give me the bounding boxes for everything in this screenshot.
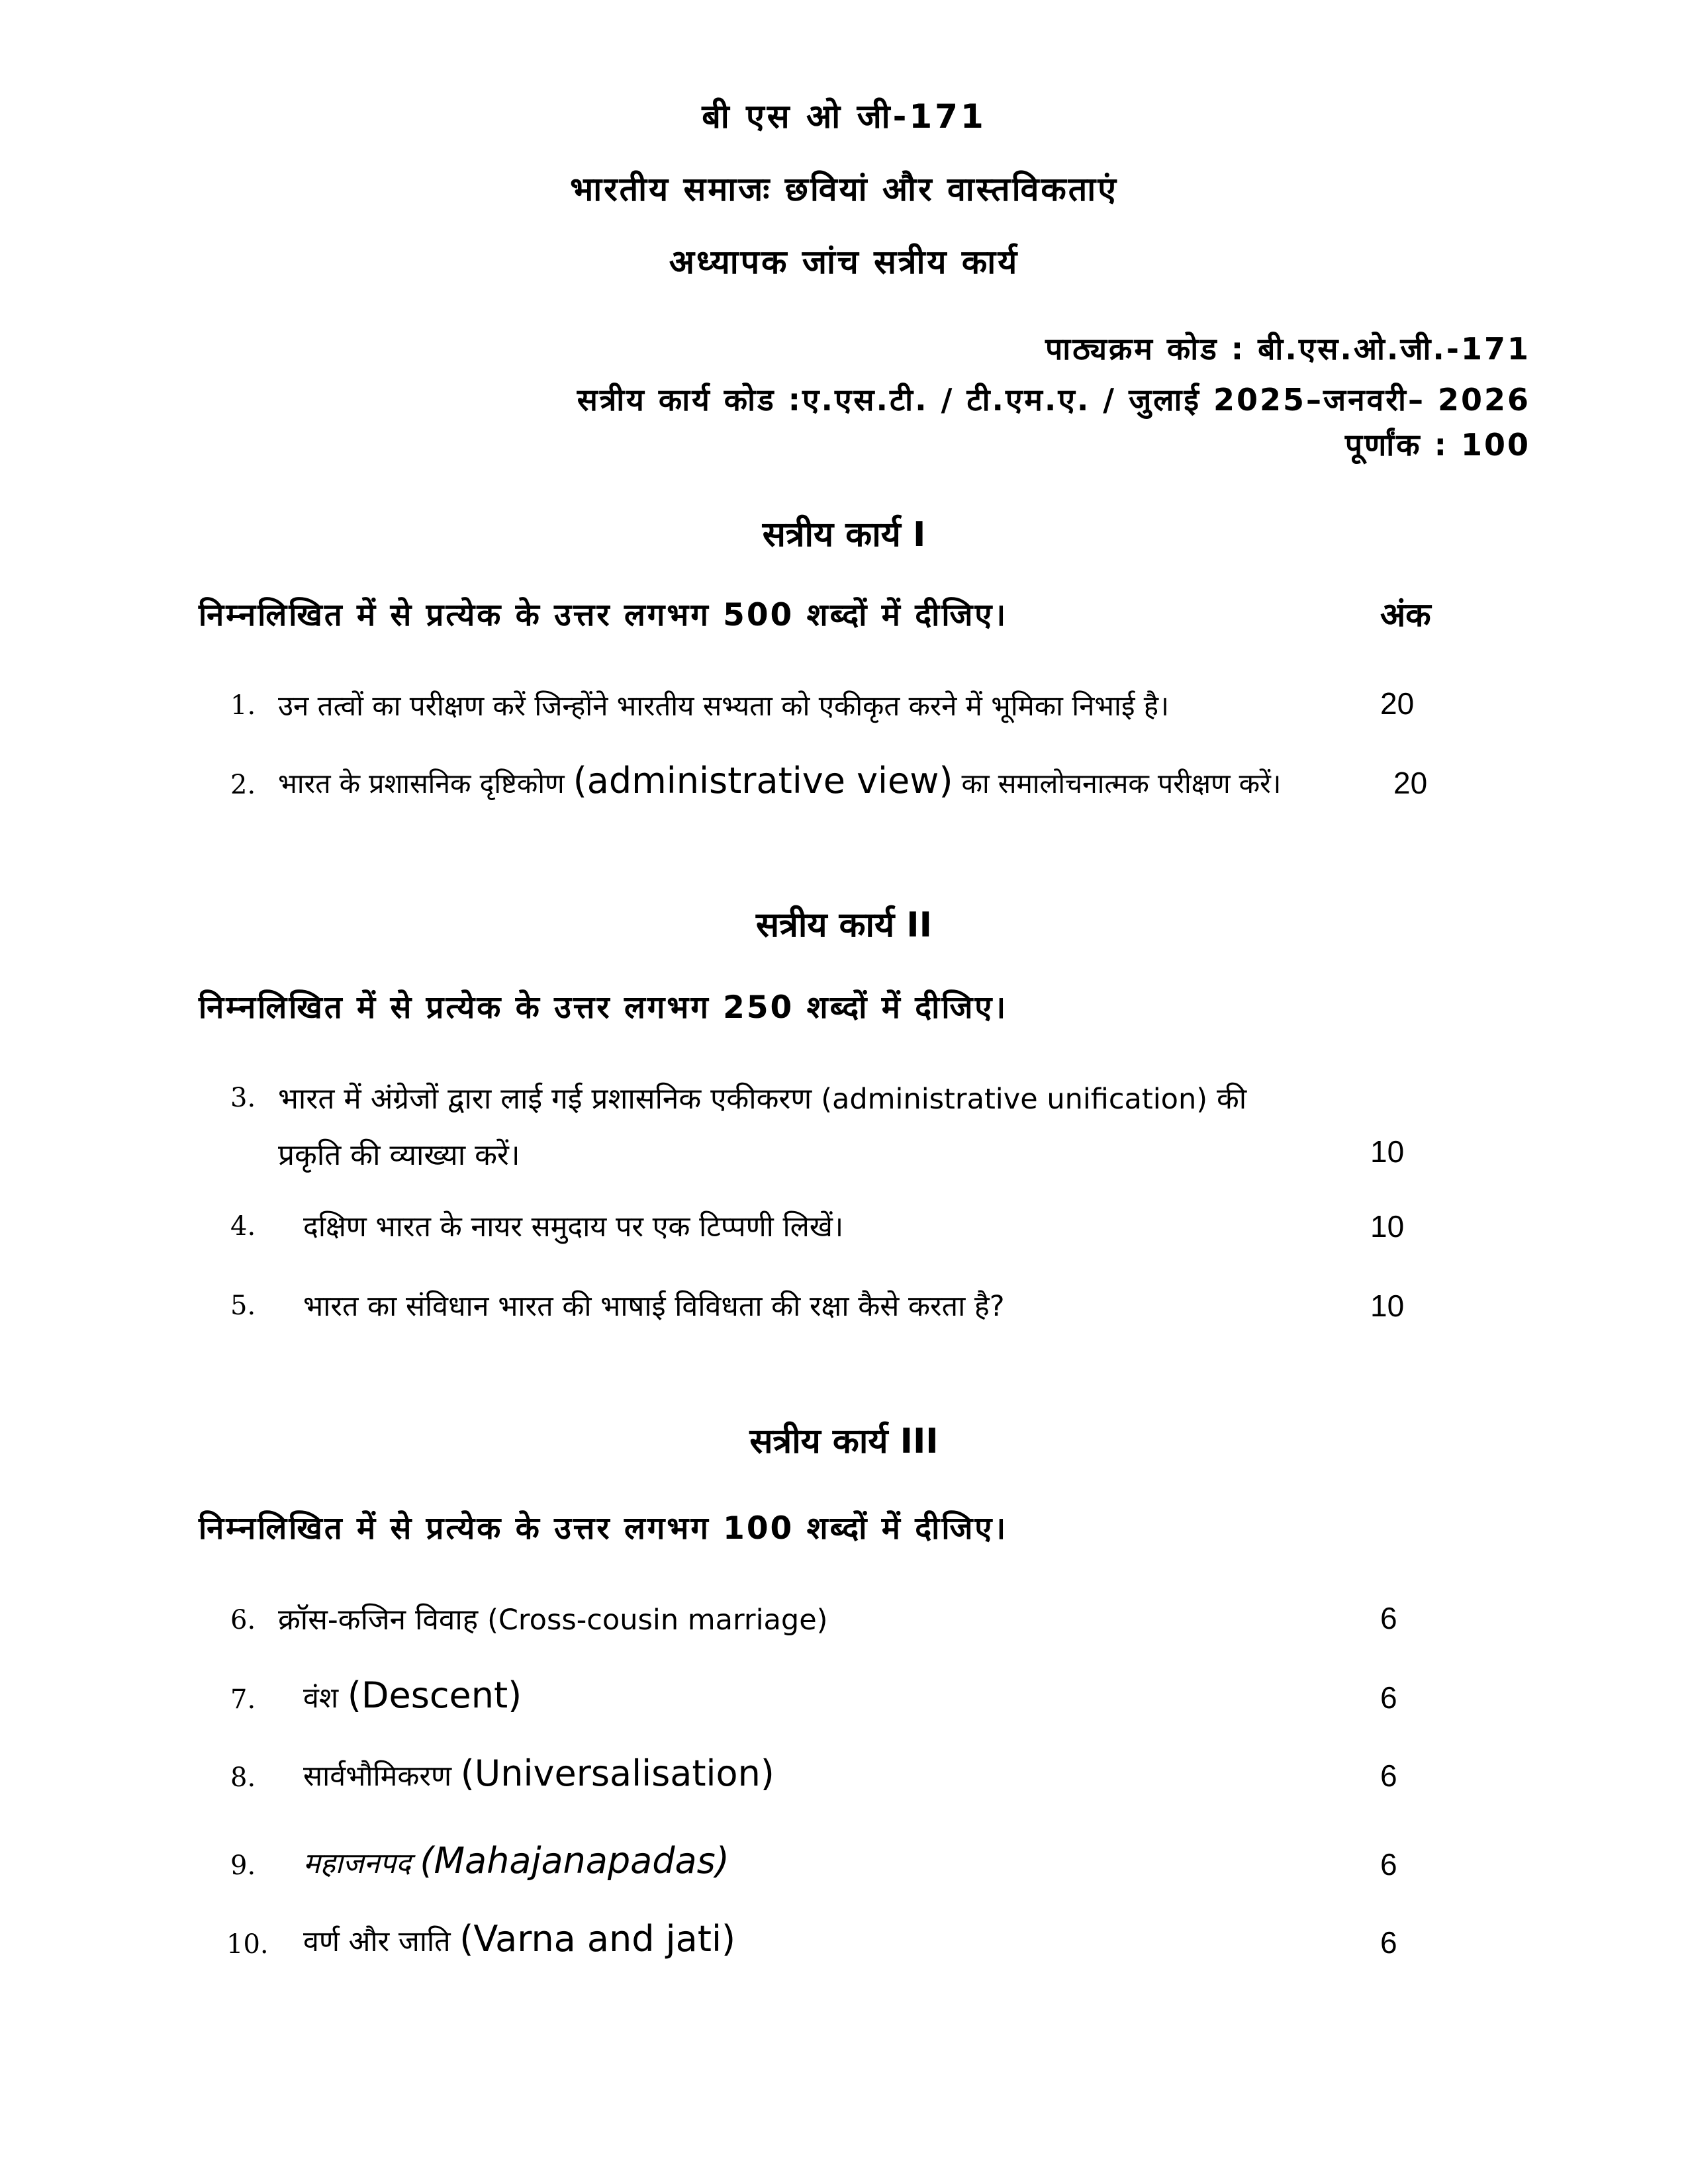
assignment-code-line: सत्रीय कार्य कोड :ए.एस.टी. / टी.एम.ए. / जुलाई 2025–जनवरी– 2026 (577, 382, 1530, 418)
course-code-line: पाठ्यक्रम कोड : बी.एस.ओ.जी.-171 (1045, 331, 1530, 367)
question-text-hindi: भारत में अंग्रेजों द्वारा लाई गई प्रशासनिक एकीकरण (278, 1082, 821, 1116)
question-number: 9. (230, 1850, 256, 1881)
max-marks-line: पूर्णांक : 100 (1344, 427, 1530, 463)
question-number: 7. (230, 1684, 256, 1715)
question-text-hindi: महाजनपद (303, 1847, 420, 1880)
course-title: भारतीय समाजः छवियां और वास्तविकताएं (570, 170, 1118, 208)
question-text-english: (administrative unification) (821, 1083, 1207, 1116)
question-number: 2. (230, 770, 256, 800)
question-text-english: (Descent) (347, 1674, 522, 1716)
section-2-title: सत्रीय कार्य II (756, 905, 932, 945)
question-marks: 6 (1380, 1847, 1397, 1882)
question-marks: 20 (1380, 686, 1415, 721)
section-2-instruction: निम्नलिखित में से प्रत्येक के उत्तर लगभग 250 शब्दों में दीजिए। (199, 989, 1008, 1026)
question-number: 10. (226, 1929, 269, 1960)
question-text-english: (Varna and jati) (459, 1918, 736, 1960)
question-text: उन तत्वों का परीक्षण करें जिन्होंने भारतीय सभ्यता को एकीकृत करने में भूमिका निभाई है। (278, 690, 1170, 722)
question-marks: 6 (1380, 1601, 1397, 1635)
question-text (278, 1077, 1246, 1117)
question-text-hindi: वंश (303, 1682, 348, 1715)
question-text-english: (administrative view) (573, 760, 953, 801)
question-text-line-2: प्रकृति की व्याख्या करें। (278, 1138, 520, 1172)
section-3-title: सत्रीय कार्य III (749, 1422, 939, 1461)
question-marks: 10 (1370, 1289, 1405, 1323)
question-marks: 10 (1370, 1134, 1405, 1169)
question-text-hindi-tail: का समालोचनात्मक परीक्षण करें। (953, 768, 1282, 799)
question-text-hindi: सार्वभौमिकरण (303, 1760, 461, 1793)
question-number: 4. (230, 1211, 256, 1242)
question-number: 6. (230, 1605, 256, 1635)
question-text (303, 1840, 729, 1882)
question-text (278, 1598, 827, 1638)
question-text-hindi: भारत के प्रशासनिक दृष्टिकोण (278, 768, 573, 799)
section-1-title: सत्रीय कार्य I (762, 515, 926, 555)
question-text-english: (Mahajanapadas) (420, 1840, 729, 1882)
question-text: दक्षिण भारत के नायर समुदाय पर एक टिप्पणी लिखें। (303, 1210, 844, 1244)
section-1-instruction: निम्नलिखित में से प्रत्येक के उत्तर लगभग 500 शब्दों में दीजिए। (199, 597, 1008, 633)
question-text-english: (Cross-cousin marriage) (487, 1604, 828, 1637)
question-number: 5. (230, 1291, 256, 1321)
question-marks: 6 (1380, 1925, 1397, 1960)
question-marks: 6 (1380, 1758, 1397, 1793)
assignment-type-heading: अध्यापक जांच सत्रीय कार्य (669, 243, 1019, 281)
section-3-instruction: निम्नलिखित में से प्रत्येक के उत्तर लगभग 100 शब्दों में दीजिए। (199, 1510, 1008, 1547)
question-number: 3. (230, 1083, 256, 1113)
question-marks: 10 (1370, 1209, 1405, 1244)
question-text (303, 1674, 522, 1716)
question-text (278, 760, 1281, 801)
question-text-hindi: वर्ण और जाति (303, 1925, 460, 1958)
question-marks: 20 (1393, 766, 1428, 800)
question-number: 8. (230, 1762, 256, 1793)
question-text-hindi-tail: की (1207, 1082, 1247, 1116)
marks-column-header: अंक (1380, 596, 1431, 634)
question-text (303, 1918, 735, 1960)
question-number: 1. (230, 690, 256, 721)
question-text: भारत का संविधान भारत की भाषाई विविधता की रक्षा कैसे करता है? (303, 1290, 1005, 1323)
question-text-hindi: क्रॉस-कजिन विवाह (278, 1603, 488, 1637)
course-code-heading: बी एस ओ जी-171 (702, 97, 986, 136)
question-text-english: (Universalisation) (460, 1752, 774, 1794)
question-text (303, 1752, 774, 1794)
question-marks: 6 (1380, 1680, 1397, 1715)
